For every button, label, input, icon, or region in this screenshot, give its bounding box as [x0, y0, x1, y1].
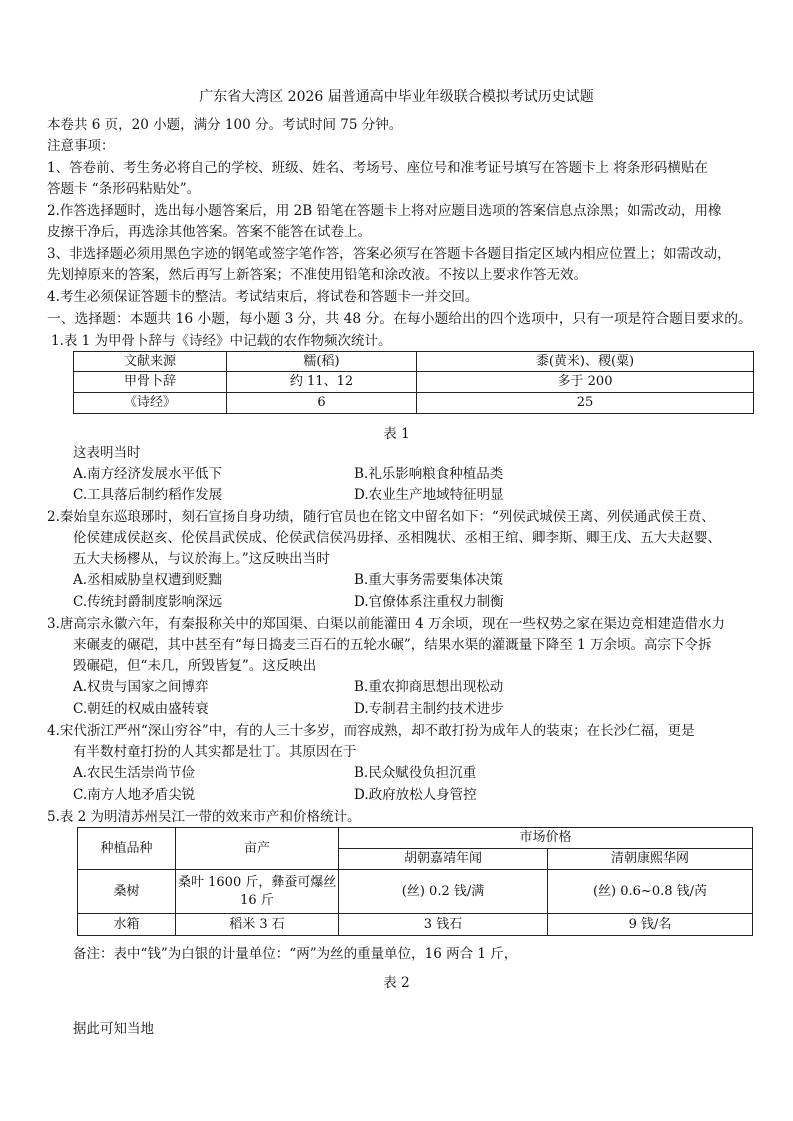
table-1-cell: 多于 200	[417, 372, 754, 393]
table-1-header: 糯(稻)	[227, 352, 417, 372]
table-2-note: 备注：表中“钱”为白银的计量单位：“两”为丝的重量单位，16 两合 1 斤，	[73, 946, 518, 962]
q2-option-c: C.传统封爵制度影响深远	[73, 594, 223, 610]
table-1-header: 黍(黄米)、稷(粟)	[417, 352, 754, 372]
table-1-cell: 25	[417, 393, 754, 414]
table-2-cell: 桑树	[78, 870, 176, 914]
q5-ask: 据此可知当地	[73, 1021, 154, 1037]
q3-stem-line3: 毁碾硙，但“未几，所毁皆复”。这反映出	[73, 658, 317, 674]
table-1-cell: 约 11、12	[227, 372, 417, 393]
table-1-header: 文献来源	[74, 352, 227, 372]
q3-stem-line1: 3.唐高宗永徽六年，有秦报称关中的郑国渠、白渠以前能灌田 4 万余顷，现在一些权势之家在渠边竞相建造借水力	[47, 616, 726, 632]
q4-option-a: A.农民生活崇尚节俭	[73, 765, 196, 781]
q1-option-b: B.礼乐影响粮食种植品类	[354, 466, 504, 482]
table-1-cell: 甲骨卜辞	[74, 372, 227, 393]
q4-option-c: C.南方人地矛盾尖锐	[73, 787, 196, 803]
notice-3-line1: 3、非选择题必须用黑色字迹的钢笔或签字笔作答，答案必须写在答题卡各题目指定区域内相应位置上；如需改动，	[47, 246, 731, 262]
table-2	[77, 827, 753, 936]
q2-stem-line1: 2.秦始皇东巡琅琊时，刻石宣扬自身功绩，随行官员也在铭文中留名如下：“列侯武城侯王离、列侯通武侯王贲、	[47, 509, 715, 525]
q3-option-c: C.朝廷的权威由盛转衰	[73, 701, 209, 717]
table-2-caption: 表 2	[383, 975, 410, 991]
q4-option-b: B.民众赋役负担沉重	[354, 765, 477, 781]
table-2-header: 种植品种	[78, 828, 176, 870]
table-1	[73, 351, 754, 414]
table-2-header: 清朝康熙华网	[548, 849, 753, 870]
q5-stem: 5.表 2 为明清苏州吴江一带的效来市产和价格统计。	[47, 809, 361, 825]
q1-option-d: D.农业生产地域特征明显	[354, 487, 504, 503]
notice-2-line1: 2.作答选择题时，选出每小题答案后，用 2B 铅笔在答题卡上将对应题目选项的答案信息点涂黑；如需改动，用橡	[47, 203, 722, 219]
q3-stem-line2: 来碾麦的碾硙，其中甚至有“每日捣麦三百石的五轮水碾”，结果水渠的灌溉量下降至 1 万余顷。高宗下令拆	[73, 637, 712, 653]
q4-option-d: D.政府放松人身管控	[354, 787, 477, 803]
table-2-cell: (丝) 0.2 钱/满	[339, 870, 548, 914]
table-2-header: 市场价格	[339, 828, 753, 849]
q2-option-b: B.重大事务需要集体决策	[354, 572, 504, 588]
q3-option-b: B.重农抑商思想出现松动	[354, 679, 504, 695]
table-2-header: 胡朝嘉靖年闻	[339, 849, 548, 870]
table-2-cell: 水箱	[78, 914, 176, 936]
table-2-cell: 3 钱石	[339, 914, 548, 936]
table-2-cell	[176, 870, 339, 914]
table-1-cell: 6	[227, 393, 417, 414]
table-1-caption: 表 1	[383, 426, 410, 442]
table-2-header: 亩产	[176, 828, 339, 870]
notice-heading: 注意事项：	[47, 138, 115, 154]
q4-stem-line2: 有半数村童打扮的人其实都是壮丁。其原因在于	[73, 744, 357, 760]
page-title: 广东省大湾区 2026 届普通高中毕业年级联合模拟考试历史试题	[199, 89, 594, 105]
q2-option-a: A.丞相威胁皇权遭到贬黜	[73, 572, 223, 588]
q3-option-d: D.专制君主制约技术进步	[354, 701, 504, 717]
notice-2-line2: 皮擦干净后，再选涂其他答案。答案不能答在试卷上。	[47, 224, 371, 240]
q2-stem-line2: 伦侯建成侯赵亥、伦侯昌武侯成、伦侯武信侯冯毋择、丞相隗状、丞相王绾、卿李斯、卿王戊、五大夫赵婴、	[73, 530, 721, 546]
exam-info: 本卷共 6 页，20 小题，满分 100 分。考试时间 75 分钟。	[47, 117, 403, 133]
section-heading: 一、选择题：本题共 16 小题，每小题 3 分，共 48 分。在每小题给出的四个选项中，只有一项是符合题目要求的。	[47, 311, 752, 327]
table-1-cell: 《诗经》	[74, 393, 227, 414]
table-2-cell-text: 16 斤	[240, 892, 274, 908]
q2-stem-line3: 五大夫杨樛从，与议於海上。”这反映出当时	[73, 551, 330, 567]
table-2-cell: 9 钱/名	[548, 914, 753, 936]
table-2-cell: (丝) 0.6~0.8 钱/芮	[548, 870, 753, 914]
q1-ask: 这表明当时	[73, 445, 141, 461]
notice-1-line2: 答题卡 “条形码粘贴处”。	[47, 181, 201, 197]
table-2-cell: 稻米 3 石	[176, 914, 339, 936]
q1-option-a: A.南方经济发展水平低下	[73, 466, 223, 482]
q4-stem-line1: 4.宋代浙江严州“深山穷谷”中，有的人三十多岁，而容成熟，却不敢打扮为成年人的装束；在长沙仁福，更是	[47, 723, 695, 739]
q1-stem: 1.表 1 为甲骨卜辞与《诗经》中记载的农作物频次统计。	[51, 333, 392, 349]
notice-3-line2: 先划掉原来的答案，然后再写上新答案；不准使用铅笔和涂改液。不按以上要求作答无效。	[47, 267, 587, 283]
q3-option-a: A.权贵与国家之间博弈	[73, 679, 209, 695]
q2-option-d: D.官僚体系注重权力制衡	[354, 594, 504, 610]
notice-1-line1: 1、答卷前、考生务必将自己的学校、班级、姓名、考场号、座位号和准考证号填写在答题卡上 将条形码横贴在	[47, 160, 708, 176]
q1-option-c: C.工具落后制约稻作发展	[73, 487, 223, 503]
notice-4: 4.考生必须保证答题卡的整洁。考试结束后，将试卷和答题卡一并交回。	[47, 289, 479, 305]
table-2-cell-text: 桑叶 1600 斤，彝蚕可爆丝	[178, 874, 337, 890]
